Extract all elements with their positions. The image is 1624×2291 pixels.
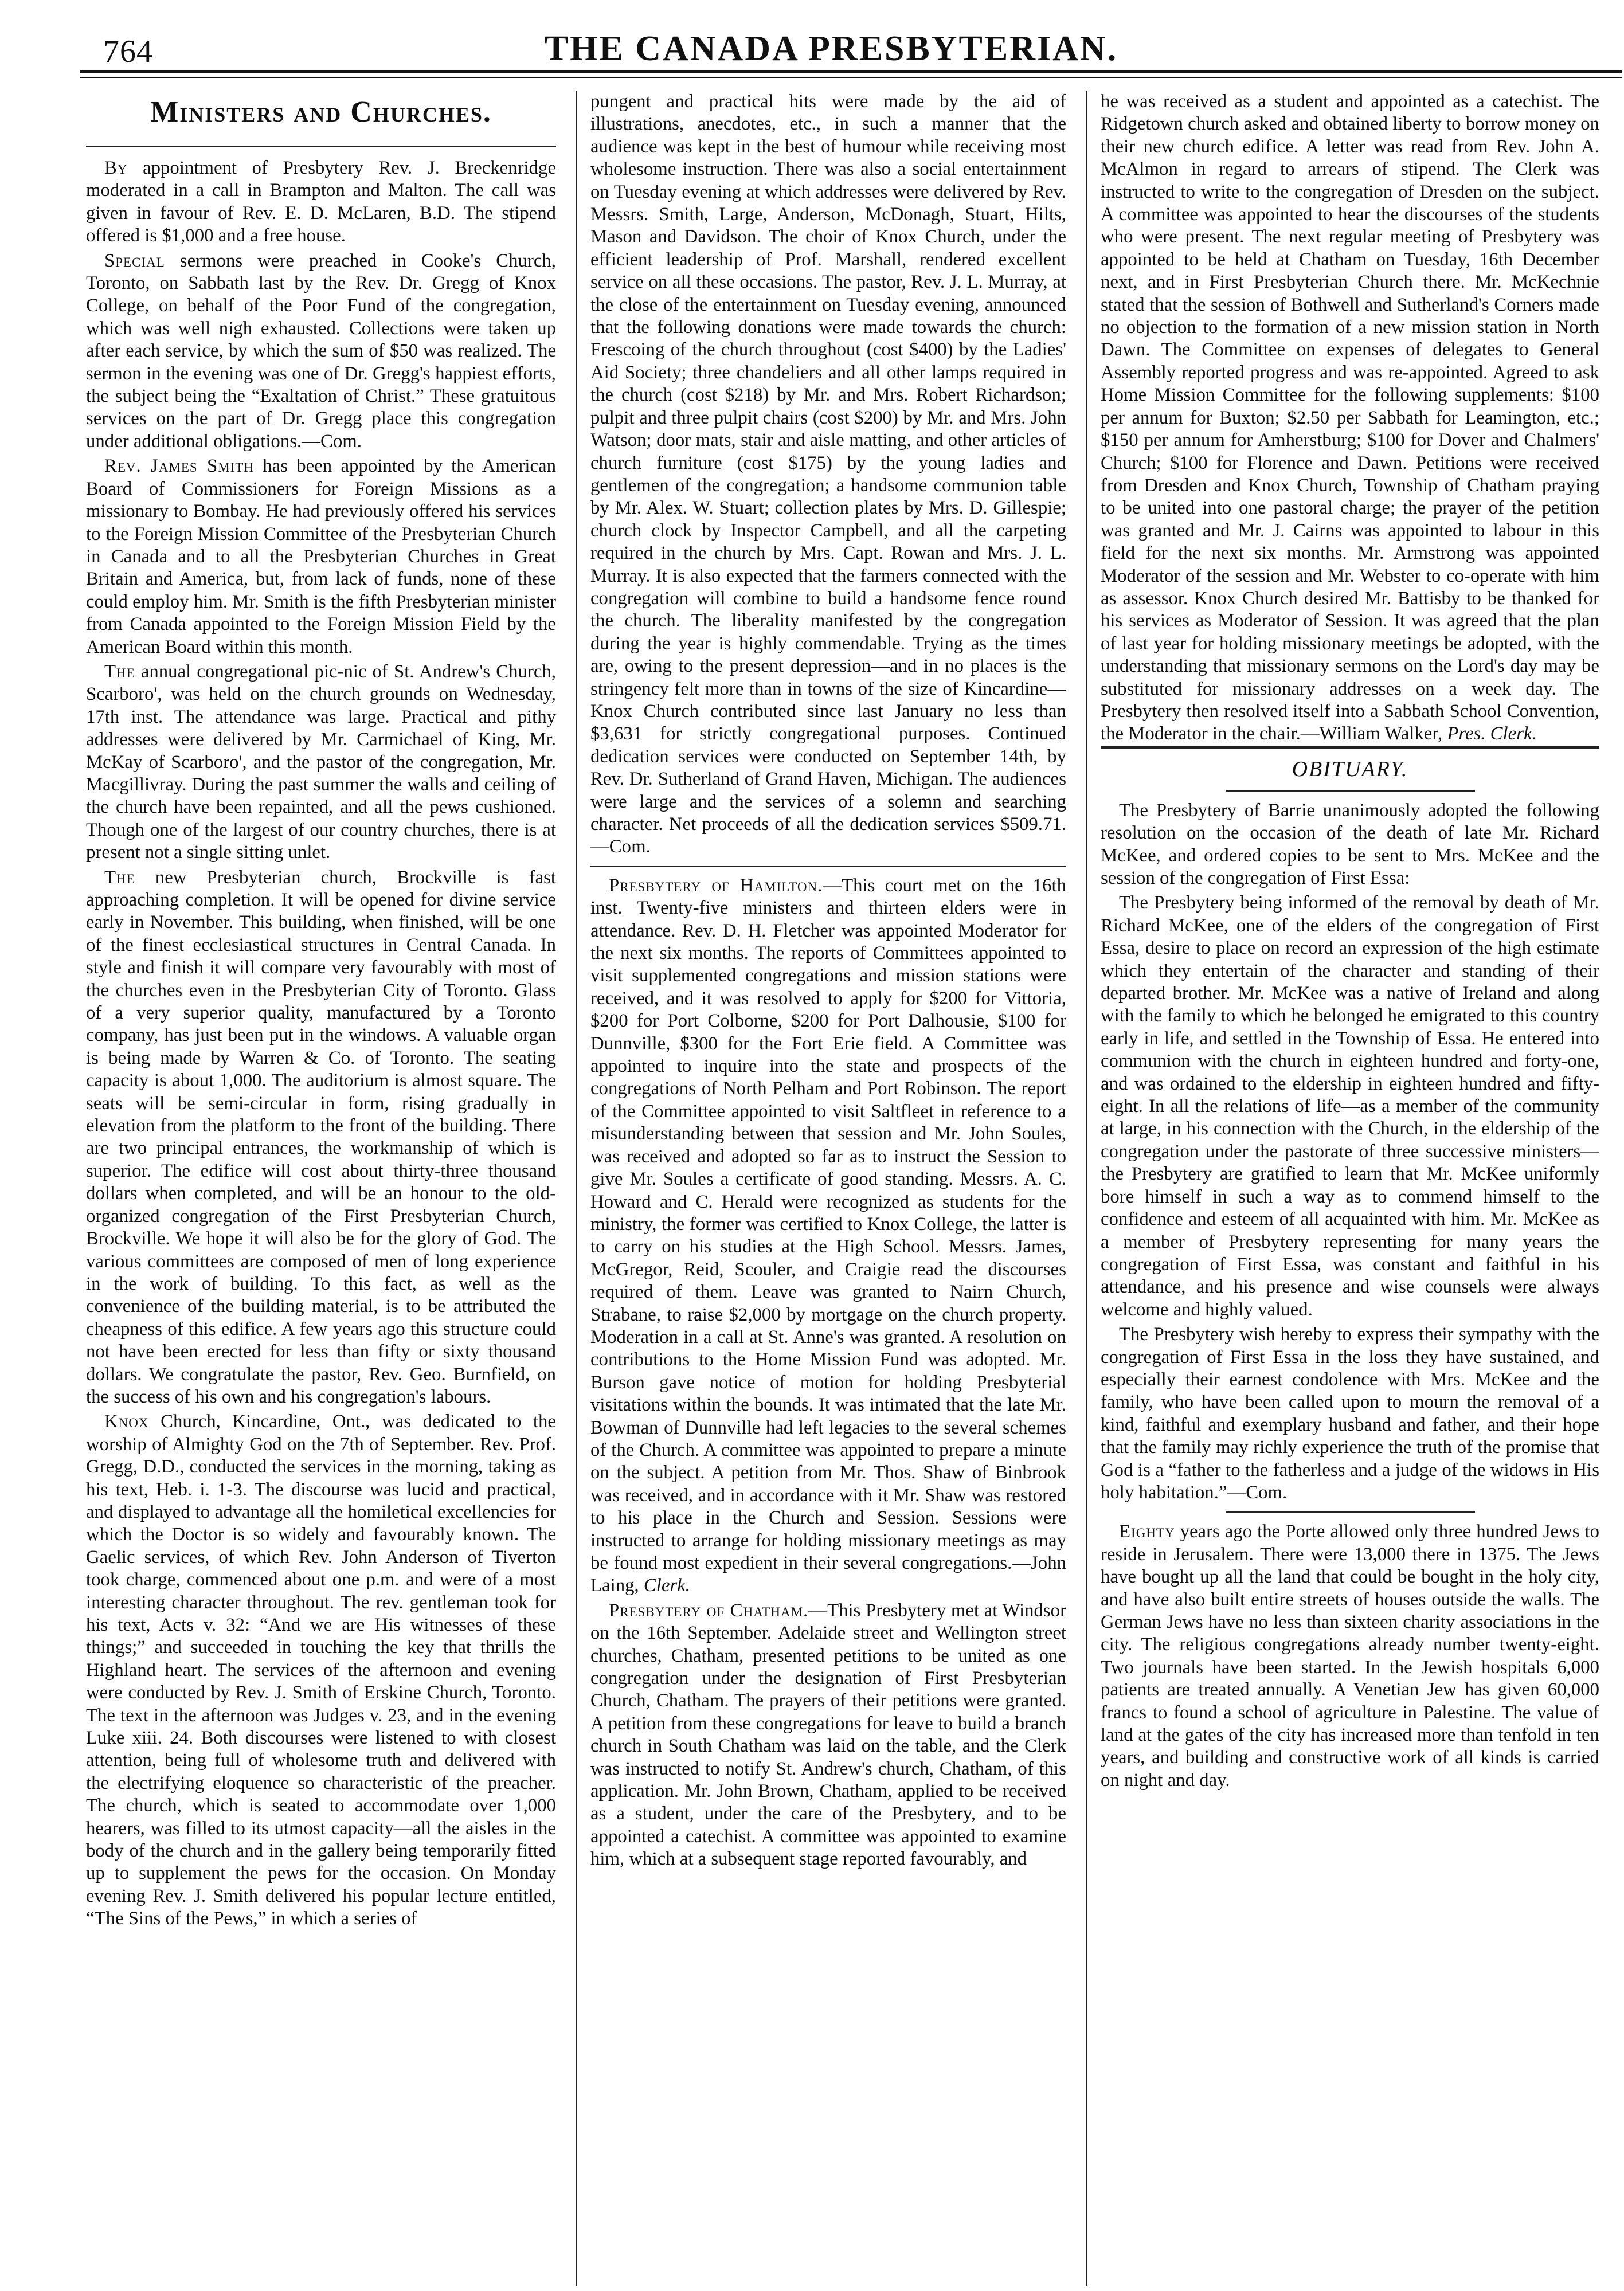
item-text: appointment of Presbytery Rev. J. Breckenridge moderated in a call in Brampton and Malton. The call was given in favour of Rev. E. D. McLaren, B.D. The stipend offered is $1,000 and a free house. bbox=[86, 158, 556, 246]
section-heading-box bbox=[86, 94, 556, 147]
item-text: —This court met on the 16th inst. Twenty-five ministers and thirteen elders were in attendance. Rev. D. H. Fletcher was appointed Moderator for the next six months. The reports of Committees appointed to visit supplemented congregations and mission stations were received, and it was resolved to apply for $200 for Vittoria, $200 for Port Colborne, $200 for Port Dalhousie, $100 for Dunnville, $300 for the Fort Erie field. A Committee was appointed to inquire into the state and prospects of the congregations of North Pelham and Port Robinson. The report of the Committee appointed to visit Saltfleet in reference to a misunderstanding between that session and Mr. John Soules, was received and adopted so far as to instruct the Session to give Mr. Soules a certificate of good standing. Messrs. A. C. Howard and C. Herald were recognized as students for the ministry, the former was certified to Knox College, the latter is to carry on his studies at the High School. Messrs. James, McGregor, Reid, Scouler, and Craigie read the discourses required of them. Leave was granted to Nairn Church, Strabane, to raise $2,000 by mortgage on the church property. Moderation in a call at St. Anne's was granted. A resolution on contributions to the Home Mission Fund was adopted. Mr. Burson gave notice of motion for holding Presbyterial visitations within the bounds. It was intimated that the late Mr. Bowman of Dunnville had left legacies to the several schemes of the Church. A committee was appointed to prepare a minute on the subject. A petition from Mr. Thos. Shaw of Binbrook was received, and in accordance with it Mr. Shaw was restored to his place in the Church and Session. Sessions were instructed to arrange for holding missionary meetings as may be found most expedient in their several congregations.—John Laing, bbox=[590, 875, 1066, 1596]
item-text: annual congregational pic-nic of St. Andrew's Church, Scarboro', was held on the church grounds on Wednesday, 17th inst. The attendance was large. Practical and pithy addresses were delivered by Mr. Carmichael of King, Mr. McKay of Scarboro', and the pastor of the congregation, Mr. Macgillivray. During the past summer the walls and ceiling of the church have been repainted, and all the pews cushioned. Though one of the largest of our country churches, there is at present not a single sitting unlet. bbox=[86, 661, 556, 863]
news-item bbox=[86, 250, 556, 453]
obituary-heading-box bbox=[1101, 746, 1599, 792]
item-lead: Rev. James Smith bbox=[104, 456, 254, 477]
column-2 bbox=[590, 91, 1066, 2286]
obituary-paragraph: The Presbytery of Barrie unanimously adopted the following resolution on the occasion of the death of late Mr. Richard McKee, and ordered copies to be sent to Mrs. McKee and the session of the congregation of First Essa: bbox=[1101, 800, 1599, 888]
column-divider bbox=[576, 91, 577, 2286]
item-text: sermons were preached in Cooke's Church, Toronto, on Sabbath last by the Rev. Dr. Gregg of Knox College, on behalf of the Poor Fund of the congregation, which was well nigh exhausted. Collections were taken up after each service, by which the sum of $50 was realized. The sermon in the evening was one of Dr. Gregg's happiest efforts, the subject being the “Exaltation of Christ.” These gratuitous services on the part of Dr. Gregg place this congregation under additional obligations.—Com. bbox=[86, 250, 556, 452]
column-1 bbox=[86, 91, 556, 2286]
article-separator bbox=[590, 866, 1066, 867]
item-text: Church, Kincardine, Ont., was dedicated to the worship of Almighty God on the 7th of September. Rev. Prof. Gregg, D.D., conducted the services in the morning, taking as his text, Heb. i. 1-3. The discourse was lucid and practical, and displayed to advantage all the homiletical excellencies for which the Doctor is so widely and favourably known. The Gaelic services, of which Rev. John Anderson of Tiverton took charge, commenced about one p.m. and were of a most interesting character throughout. The rev. gentleman took for his text, Acts v. 32: “And we are His witnesses of these things;” and succeeded in touching the key that thrills the Highland heart. The services of the afternoon and evening were conducted by Rev. J. Smith of Erskine Church, Toronto. The text in the afternoon was Judges v. 23, and in the evening Luke xiii. 24. Both discourses were listened to with closest attention, being full of wholesome truth and delivered with the electrifying eloquence so characteristic of the preacher. The church, which is seated to accommodate over 1,000 hearers, was filled to its utmost capacity—all the aisles in the body of the church and in the gallery being temporarily fitted up to supplement the pews for the occasion. On Monday evening Rev. J. Smith delivered his popular lecture entitled, “The Sins of the Pews,” in which a series of bbox=[86, 1411, 556, 1929]
masthead-title: THE CANADA PRESBYTERIAN. bbox=[544, 29, 1118, 68]
item-lead: Presbytery of Chatham. bbox=[609, 1600, 809, 1621]
column-divider bbox=[1086, 91, 1087, 2286]
item-lead: Special bbox=[104, 250, 165, 271]
item-lead: By bbox=[104, 158, 128, 178]
news-item-hamilton bbox=[590, 875, 1066, 1597]
page-header bbox=[40, 29, 1622, 97]
continued-text bbox=[1101, 91, 1599, 746]
item-text: he was received as a student and appointed as a catechist. The Ridgetown church asked and obtained liberty to borrow money on their new church edifice. A letter was read from Rev. John A. McAlmon in regard to arrears of stipend. The Clerk was instructed to write to the congregation of Dresden on the subject. A committee was appointed to hear the discourses of the students who were present. The next regular meeting of Presbytery was appointed to be held at Chatham on Tuesday, 16th December next, and in First Presbyterian Church there. Mr. McKechnie stated that the session of Bothwell and Sutherland's Corners made no objection to the formation of a new mission station in North Dawn. The Committee on expenses of delegates to General Assembly reported progress and was re-appointed. Agreed to ask Home Mission Committee for the following supplements: $100 per annum for Buxton; $2.50 per Sabbath for Leamington, etc.; $150 per annum for Amherstburg; $100 for Dover and Chalmers' Church; $100 for Florence and Dawn. Petitions were received from Dresden and Knox Church, Township of Chatham praying to be united into one pastoral charge; the prayer of the petition was granted and Mr. J. Cairns was appointed to labour in this field for the next six months. Mr. Armstrong was appointed Moderator of the session and Mr. Webster to co-operate with him as assessor. Knox Church desired Mr. Battisby to be thanked for his services as Moderator of Session. It was agreed that the plan of last year for holding missionary meetings be adopted, with the understanding that missionary sermons on the Lord's day may be substituted for missionary addresses on a week day. The Presbytery then resolved itself into a Sabbath School Convention, the Moderator in the chair.—William Walker, bbox=[1101, 91, 1599, 745]
news-item bbox=[86, 867, 556, 1409]
news-item bbox=[86, 455, 556, 659]
item-text: —This Presbytery met at Windsor on the 16th September. Adelaide street and Wellington street churches, Chatham, presented petitions to be united as one congregation under the designation of First Presbyterian Church, Chatham. The prayers of their petitions were granted. A petition from these congregations for leave to build a branch church in South Chatham was laid on the table, and the Clerk was instructed to notify St. Andrew's church, Chatham, of this application. Mr. John Brown, Chatham, applied to be received as a student, under the care of the Presbytery, and to be appointed a catechist. A committee was appointed to examine him, which at a subsequent stage reported favourably, and bbox=[590, 1600, 1066, 1870]
item-text: has been appointed by the American Board of Commissioners for Foreign Missions as a missionary to Bombay. He had previously offered his services to the Foreign Mission Committee of the Presbyterian Church in Canada and to all the Presbyterian Churches in Great Britain and America, but, from lack of funds, none of these could employ him. Mr. Smith is the fifth Presbyterian minister from Canada appointed to the Foreign Mission Field by the American Board within this month. bbox=[86, 456, 556, 657]
item-lead: The bbox=[104, 867, 135, 888]
item-lead: Presbytery of Hamilton. bbox=[609, 875, 823, 896]
obituary-paragraph: The Presbytery being informed of the removal by death of Mr. Richard McKee, one of the elders of the congregation of First Essa, desire to place on record an expression of the high estimate which they entertain of the character and standing of their departed brother. Mr. McKee was a native of Ireland and along with the family to which he belonged he emigrated to this country early in life, and settled in the Township of Essa. He entered into communion with the church in eighteen hundred and forty-one, and was ordained to the eldership in eighteen hundred and fifty-eight. In all the relations of life—as a member of the community at large, in his connection with the Church, in the eldership of the congregation under the pastorate of three successive ministers—the Presbytery are gratified to learn that Mr. McKee uniformly bore himself in such a way as to commend himself to the confidence and esteem of all acquainted with him. Mr. McKee as a member of Presbytery representing for many years the congregation of First Essa, was constant and faithful in his attendance, and his presence and wise counsels were always welcome and highly valued. bbox=[1101, 892, 1599, 1320]
header-rule bbox=[80, 70, 1622, 73]
clerk-title: Clerk. bbox=[643, 1575, 690, 1596]
header-rule-thin bbox=[80, 77, 1622, 78]
obituary-rule bbox=[1226, 790, 1475, 792]
news-item bbox=[86, 1411, 556, 1930]
article-separator bbox=[1226, 1511, 1475, 1513]
item-lead: The bbox=[104, 661, 135, 682]
obituary-paragraph: The Presbytery wish hereby to express their sympathy with the congregation of First Essa in the loss they have sustained, and especially their earnest condolence with Mrs. McKee and the family, who have been called upon to mourn the removal of a kind, faithful and exemplary husband and father, and their hope that the family may richly experience the truth of the promise that God is a “father to the fatherless and a judge of the widows in His holy habitation.”—Com. bbox=[1101, 1324, 1599, 1503]
news-item-chatham bbox=[590, 1600, 1066, 1871]
continued-text: pungent and practical hits were made by the aid of illustrations, anecdotes, etc., in such a manner that the audience was kept in the best of humour while receiving most wholesome instruction. There was also a social entertainment on Tuesday evening at which addresses were delivered by Rev. Messrs. Smith, Large, Anderson, McDonagh, Stuart, Hilts, Mason and Davidson. The choir of Knox Church, under the efficient leadership of Prof. Marshall, rendered excellent service on all these occasions. The pastor, Rev. J. L. Murray, at the close of the entertainment on Tuesday evening, announced that the following donations were made towards the church: Frescoing of the church throughout (cost $400) by the Ladies' Aid Society; three chandeliers and all other lamps required in the church (cost $218) by Mr. and Mrs. Robert Richardson; pulpit and three pulpit chairs (cost $200) by Mr. and Mrs. John Watson; door mats, stair and aisle matting, and other articles of church furniture (cost $175) by the young ladies and gentlemen of the congregation; a handsome communion table by Mr. Alex. W. Stuart; collection plates by Mrs. D. Gillespie; church clock by Inspector Campbell, and all the carpeting required in the church by Mrs. Capt. Rowan and Mrs. J. L. Murray. It is also expected that the farmers connected with the congregation will combine to build a handsome fence round the church. The liberality manifested by the congregation during the year is highly commendable. Trying as the times are, owing to the present depression—and in no places is the stringency felt more than in towns of the size of Kincardine—Knox Church contributed since last January no less than $3,631 for strictly congregational purposes. Continued dedication services were conducted on September 14th, by Rev. Dr. Sutherland of Grand Haven, Michigan. The audiences were large and the services of a solemn and searching character. Net proceeds of all the dedication services $509.71.—Com. bbox=[590, 91, 1066, 857]
item-lead: Eighty bbox=[1119, 1521, 1175, 1542]
item-text: years ago the Porte allowed only three hundred Jews to reside in Jerusalem. There were 13,000 there in 1375. The Jews have bought up all the land that could be bought in the holy city, and have also built entire streets of houses outside the walls. The German Jews have no less than sixteen charity associations in the city. The religious congregations already number twenty-eight. Two journals have been started. In the Jewish hospitals 6,000 patients are treated annually. A Venetian Jew has given 60,000 francs to found a school of agriculture in Palestine. The value of land at the gates of the city has increased more than tenfold in ten years, and building and constructive work of all kinds is carried on night and day. bbox=[1101, 1521, 1599, 1791]
page-number: 764 bbox=[103, 34, 153, 69]
item-lead: Knox bbox=[104, 1411, 149, 1432]
obituary-title: OBITUARY. bbox=[1292, 757, 1408, 781]
column-3 bbox=[1101, 91, 1599, 2286]
news-item bbox=[86, 661, 556, 864]
clerk-title: Pres. Clerk. bbox=[1447, 723, 1537, 745]
news-item bbox=[86, 157, 556, 248]
item-text: new Presbyterian church, Brockville is fast approaching completion. It will be opened for divine service early in November. This building, when finished, will be one of the finest ecclesiastical structures in Central Canada. In style and finish it will compare very favourably with most of the churches even in the Presbyterian City of Toronto. Glass of a very superior quality, manufactured by a Toronto company, has just been put in the windows. A valuable organ is being made by Warren & Co. of Toronto. The seating capacity is about 1,000. The auditorium is almost square. The seats will be semi-circular in form, rising gradually in elevation from the platform to the front of the building. There are two principal entrances, the workmanship of which is superior. The edifice will cost about thirty-three thousand dollars when completed, and will be an honour to the old-organized congregation of the First Presbyterian Church, Brockville. We hope it will also be for the glory of God. The various committees are composed of men of long experience in the work of building. To this fact, as well as the convenience of the building material, is to be attributed the cheapness of this edifice. A few years ago this structure could not have been erected for less than fifty or sixty thousand dollars. We congratulate the pastor, Rev. Geo. Burnfield, on the success of his own and his congregation's labours. bbox=[86, 867, 556, 1407]
news-item-jews bbox=[1101, 1521, 1599, 1792]
section-title: Ministers and Churches. bbox=[150, 96, 492, 128]
